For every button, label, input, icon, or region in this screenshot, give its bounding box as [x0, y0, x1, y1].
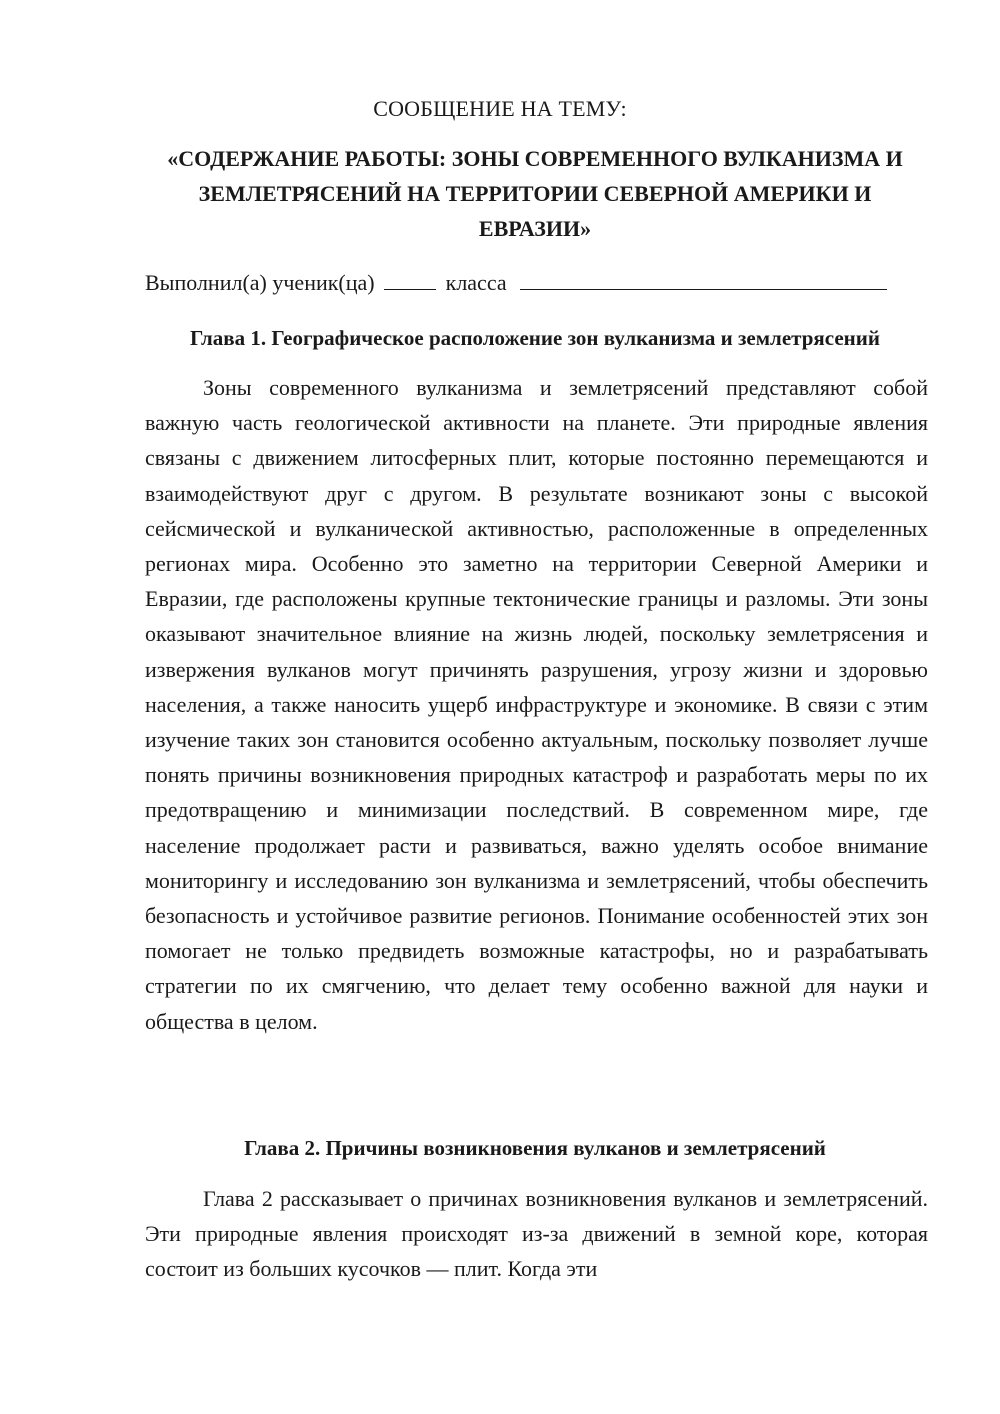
document-title: «СОДЕРЖАНИЕ РАБОТЫ: ЗОНЫ СОВРЕМЕННОГО ВУЛКАНИЗМА И ЗЕМЛЕТРЯСЕНИЙ НА ТЕРРИТОРИИ СЕВЕРНОЙ АМЕРИКИ И ЕВРАЗИИ» — [167, 146, 903, 241]
chapter-2-heading: Глава 2. Причины возникновения вулканов и землетрясений — [244, 1136, 826, 1160]
student-name-blank — [520, 269, 887, 290]
document-type-label: СООБЩЕНИЕ НА ТЕМУ: — [373, 96, 627, 121]
chapter-2-paragraph: Глава 2 рассказывает о причинах возникновения вулканов и землетрясений. Эти природные явления происходят из-за движений в земной коре, которая состоит из больших кусочков — плит. Когда эти — [145, 1186, 928, 1282]
chapter-1-heading: Глава 1. Географическое расположение зон вулканизма и землетрясений — [190, 326, 880, 350]
author-prefix: Выполнил(а) ученик(ца) — [145, 270, 375, 295]
chapter-1-paragraph: Зоны современного вулканизма и землетрясений представляют собой важную часть геологической активности на планете. Эти природные явления связаны с движением литосферных плит, которые постоянно перемещаются и взаимодействуют друг с другом. В результате возникают зоны с высокой сейсмической и вулканической активностью, расположенные в определенных регионах мира. Особенно это заметно на территории Северной Америки и Евразии, где расположены крупные тектонические границы и разломы. Эти зоны оказывают значительное влияние на жизнь людей, поскольку землетрясения и извержения вулканов могут причинять разрушения, угрозу жизни и здоровью населения, а также наносить ущерб инфраструктуре и экономике. В связи с этим изучение таких зон становится особенно актуальным, поскольку позволяет лучше понять причины возникновения природных катастроф и разработать меры по их предотвращению и минимизации последствий. В современном мире, где население продолжает расти и развиваться, важно уделять особое внимание мониторингу и исследованию зон вулканизма и землетрясений, чтобы обеспечить безопасность и устойчивое развитие регионов. Понимание особенностей этих зон помогает не только предвидеть возможные катастрофы, но и разрабатывать стратегии по их смягчению, что делает тему особенно важной для науки и общества в целом. — [145, 375, 928, 1034]
class-number-blank — [384, 269, 436, 290]
author-line — [145, 268, 887, 298]
class-label: класса — [445, 270, 507, 295]
